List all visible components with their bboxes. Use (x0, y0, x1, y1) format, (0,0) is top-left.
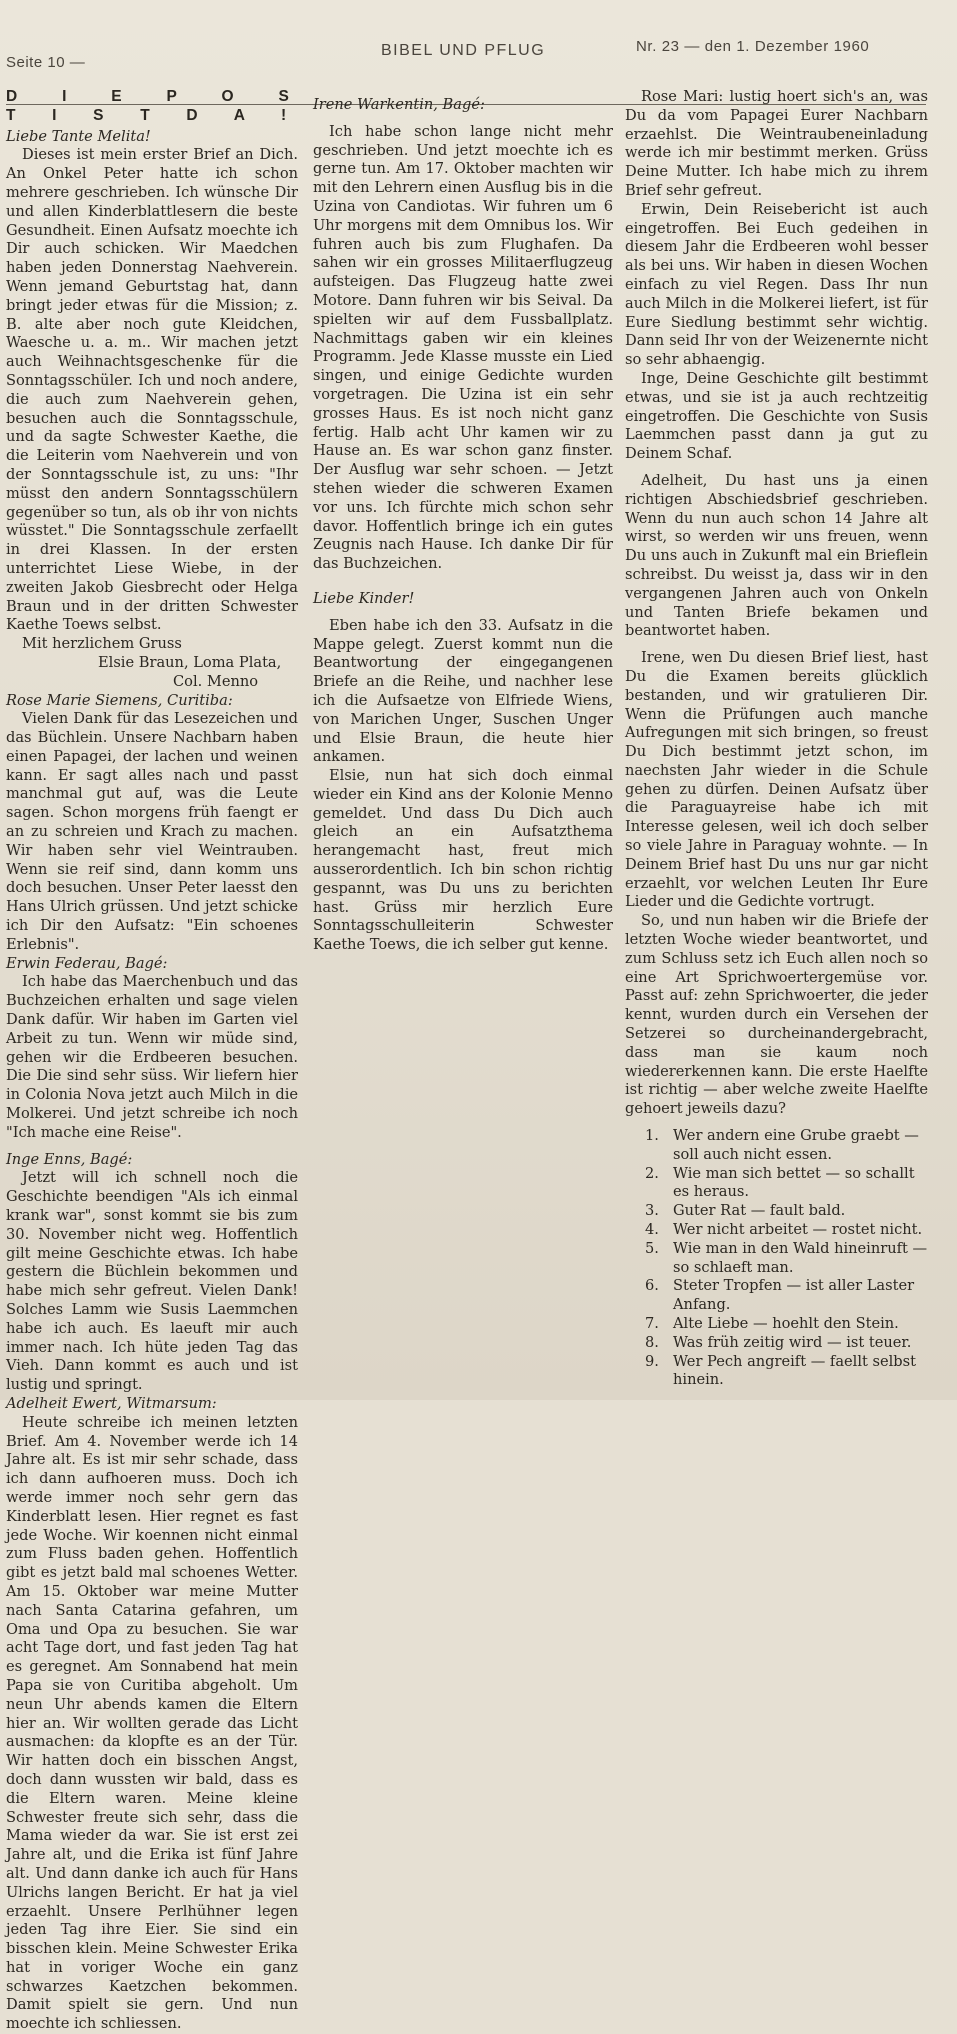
item-text: Was früh zeitig wird — ist teuer. (673, 1333, 912, 1351)
item-text: Wer andern eine Grube graebt — soll auch nicht essen. (673, 1127, 919, 1163)
item-number: 6. (645, 1277, 659, 1295)
letter-signature-place: Col. Menno (173, 672, 259, 690)
item-text: Wie man sich bettet — so schallt es heraus. (673, 1164, 915, 1201)
letter-salutation: Liebe Tante Melita! (6, 127, 151, 145)
reply-paragraph: Rose Mari: lustig hoert sich's an, was Du da vom Papagei Eurer Nachbarn erzaehlst. Die Weintraubeneinladung werde ich mir bestimmt merken. Grüss Deine Mutter. Ich habe mich zu ihrem Brief sehr gefreut. (625, 88, 928, 199)
reply-paragraph: Irene, wen Du diesen Brief liest, hast Du die Examen bereits glücklich bestanden, und wir gratulieren Dir. Wenn die Prüfungen auch manche Aufregungen mit sich bringen, so freust Du Dich bestimmt jetzt schon, im naechsten Jahr wieder in die Schule gehen zu dürfen. Deinen Aufsatz über die Paraguayreise habe ich mit Interesse gelesen, weil ich doch selber so viele Jahre in Paraguay wohnte. — In Deinem Brief hast Du uns nur gar nicht erzaehlt, vor welchen Leuten Ihr Eure Lieder und die Gedichte vortrugt. (625, 649, 928, 911)
letter-paragraph: Jetzt will ich schnell noch die Geschichte beendigen "Als ich einmal krank war", sonst kommt sie bis zum 30. November nicht weg. Hoffentlich gilt meine Geschichte etwas. Ich habe gestern die Büchlein bekommen und habe mich sehr gefreut. Vielen Dank! Solches Lamm wie Susis Laemmchen habe ich auch. Es laeuft mir auch immer nach. Ich hüte jeden Tag das Vieh. Dann kommt es auch und ist lustig und springt. (6, 1169, 298, 1394)
item-number: 1. (645, 1127, 659, 1145)
proverb-list (625, 1127, 928, 1390)
item-text: Wie man in den Wald hineinruft — so schlaeft man. (673, 1239, 928, 1276)
list-item (625, 1165, 928, 1203)
reply-paragraph: Elsie, nun hat sich doch einmal wieder ein Kind ans der Kolonie Menno gemeldet. Und dass Du Dich auch gleich an ein Aufsatzthema herangemacht hast, freut mich ausserordentlich. Ich bin schon richtig gespannt, was Du uns zu berichten hast. Grüss mir herzlich Eure Sonntagsschulleiterin Schwester Kaethe Toews, die ich selber gut kenne. (313, 767, 613, 954)
column-1 (6, 88, 298, 2034)
item-text: Alte Liebe — hoehlt den Stein. (673, 1315, 899, 1332)
item-number: 9. (645, 1352, 659, 1370)
reply-paragraph: So, und nun haben wir die Briefe der letzten Woche wieder beantwortet, und zum Schluss setz ich Euch allen noch so eine Art Sprichwoertergemüse vor. Passt auf: zehn Sprichwoerter, die jeder kennt, wurden durch ein Versehen der Setzerei so durcheinandergebracht, dass man sie kaum noch wiedererkennen kann. Die erste Haelfte ist richtig — aber welche zweite Haelfte gehoert jeweils dazu? (625, 912, 928, 1118)
letter-paragraph: Vielen Dank für das Lesezeichen und das Büchlein. Unsere Nachbarn haben einen Papagei, der lachen und weinen kann. Er sagt alles nach und passt manchmal gut auf, was die Leute sagen. Schon morgens früh faengt er an zu schreien und Krach zu machen. Wir haben sehr viel Weintrauben. Wenn sie reif sind, dann komm uns doch besuchen. Unser Peter laesst den Hans Ulrich grüssen. Und jetzt schicke ich Dir den Aufsatz: "Ein schoenes Erlebnis". (6, 710, 298, 953)
issue-date: Nr. 23 — den 1. Dezember 1960 (636, 38, 870, 55)
list-item (625, 1240, 928, 1278)
reply-paragraph: Adelheit, Du hast uns ja einen richtigen Abschiedsbrief geschrieben. Wenn du nun auch schon 14 Jahre alt wirst, so werden wir uns freuen, wenn Du uns auch in Zukunft mal ein Brieflein schreibst. Du weisst ja, dass wir in den vergangenen Jahren auch von Onkeln und Tanten Briefe bekamen und beantwortet haben. (625, 471, 928, 640)
column-3 (625, 88, 928, 1390)
list-item (625, 1334, 928, 1353)
item-number: 7. (645, 1315, 659, 1332)
reply-paragraph: Eben habe ich den 33. Aufsatz in die Mappe gelegt. Zuerst kommt nun die Beantwortung der eingegangenen Briefe an die Reihe, und nachher lese ich die Aufsaetze von Elfriede Wiens, von Marichen Unger, Suschen Unger und Elsie Braun, die heute hier ankamen. (313, 616, 613, 766)
list-item (625, 1277, 928, 1315)
item-text: Wer Pech angreift — faellt selbst hinein. (673, 1352, 916, 1389)
item-text: Steter Tropfen — ist aller Laster Anfang. (673, 1277, 915, 1314)
section-title: D I E P O S T I S T D A ! (6, 88, 298, 124)
list-item (625, 1315, 928, 1334)
column-2 (313, 88, 613, 955)
item-text: Guter Rat — fault bald. (673, 1202, 846, 1220)
letter-salutation: Adelheit Ewert, Witmarsum: (6, 1394, 217, 1412)
item-text: Wer nicht arbeitet — rostet nicht. (673, 1221, 923, 1239)
letter-salutation: Inge Enns, Bagé: (6, 1150, 133, 1168)
letter-salutation: Erwin Federau, Bagé: (6, 954, 168, 972)
reply-salutation: Liebe Kinder! (313, 589, 415, 607)
item-number: 8. (645, 1333, 659, 1351)
page-header (0, 36, 957, 74)
letter-salutation: Rose Marie Siemens, Curitiba: (6, 691, 233, 709)
letter-paragraph: Heute schreibe ich meinen letzten Brief. Am 4. November werde ich 14 Jahre alt. Es ist mir sehr schade, dass ich dann aufhoeren muss. Doch ich werde immer noch sehr gern das Kinderblatt lesen. Hier regnet es fast jede Woche. Wir koennen nicht einmal zum Fluss baden gehen. Hoffentlich gibt es jetzt bald mal schoenes Wetter. Am 15. Oktober war meine Mutter nach Santa Catarina gefahren, um Oma und Opa zu besuchen. Sie war acht Tage dort, und fast jeden Tag hat es geregnet. Am Sonnabend hat mein Papa sie von Curitiba abgeholt. Um neun Uhr abends kamen die Eltern hier an. Wir wollten gerade das Licht ausmachen: da klopfte es an der Tür. Wir hatten doch ein bisschen Angst, doch dann wussten wir bald, dass es die Eltern waren. Meine kleine Schwester freute sich sehr, dass die Mama wieder da war. Sie ist erst zei Jahre alt, und die Erika ist fünf Jahre alt. Und dann danke ich auch für Hans Ulrichs langen Bericht. Er hat ja viel erzaehlt. Unsere Perlhühner legen jeden Tag ihre Eier. Sie sind ein bisschen klein. Meine Schwester Erika hat in voriger Woche ein ganz schwarzes Kaetzchen bekommen. Damit spielt sie gern. Und nun moechte ich schliessen. (6, 1413, 298, 2033)
page-number: Seite 10 — (6, 54, 86, 71)
publication-title: BIBEL UND PFLUG (381, 42, 546, 59)
list-item (625, 1202, 928, 1221)
letter-salutation: Irene Warkentin, Bagé: (313, 96, 485, 113)
item-number: 4. (645, 1221, 659, 1239)
item-number: 3. (645, 1202, 659, 1220)
reply-paragraph: Erwin, Dein Reisebericht ist auch eingetroffen. Bei Euch gedeihen in diesem Jahr die Erdbeeren wohl besser als bei uns. Wir haben in diesen Wochen einfach zu viel Regen. Dass Ihr nun auch Milch in die Molkerei liefert, ist für Eure Siedlung bestimmt sehr wichtig. Dann seid Ihr von der Weizenernte nicht so sehr abhaengig. (625, 200, 928, 369)
item-number: 5. (645, 1239, 659, 1257)
list-item (625, 1221, 928, 1240)
list-item (625, 1353, 928, 1391)
list-item (625, 1127, 928, 1165)
letter-closing: Mit herzlichem Gruss (22, 635, 182, 653)
letter-paragraph: Ich habe das Maerchenbuch und das Buchzeichen erhalten und sage vielen Dank dafür. Wir haben im Garten viel Arbeit zu tun. Wenn wir müde sind, gehen wir die Erdbeeren besuchen. Die Die sind sehr süss. Wir liefern hier in Colonia Nova jetzt auch Milch in die Molkerei. Und jetzt schreibe ich noch "Ich mache eine Reise". (6, 973, 298, 1141)
letter-paragraph: Ich habe schon lange nicht mehr geschrieben. Und jetzt moechte ich es gerne tun. Am 17. Oktober machten wir mit den Lehrern einen Ausflug bis in die Uzina von Candiotas. Wir fuhren um 6 Uhr morgens mit dem Omnibus los. Wir fuhren auch bis zum Flughafen. Da sahen wir ein grosses Militaerflugzeug aufsteigen. Das Flugzeug hatte zwei Motore. Dann fuhren wir bis Seival. Da spielten wir auf dem Fussballplatz. Nachmittags gaben wir ein kleines Programm. Jede Klasse musste ein Lied singen, und einige Gedichte wurden vorgetragen. Die Uzina ist ein sehr grosses Haus. Es ist noch nicht ganz fertig. Halb acht Uhr kamen wir zu Hause an. Es war schon ganz finster. Der Ausflug war sehr schoen. — Jetzt stehen wieder die schweren Examen vor uns. Ich fürchte mich schon sehr davor. Hoffentlich bringe ich ein gutes Zeugnis nach Hause. Ich danke Dir für das Buchzeichen. (313, 122, 613, 573)
letter-signature: Elsie Braun, Loma Plata, (98, 653, 282, 671)
reply-paragraph: Inge, Deine Geschichte gilt bestimmt etwas, und sie ist ja auch rechtzeitig eingetroffen. Die Geschichte von Susis Laemmchen passt dann ja gut zu Deinem Schaf. (625, 369, 928, 463)
item-number: 2. (645, 1164, 659, 1182)
letter-paragraph: Dieses ist mein erster Brief an Dich. An Onkel Peter hatte ich schon mehrere geschrieben. Ich wünsche Dir und allen Kinderblattlesern die beste Gesundheit. Einen Aufsatz moechte ich Dir auch schicken. Wir Maedchen haben jeden Donnerstag Naehverein. Wenn jemand Geburtstag hat, dann bringt jeder etwas für die Mission; z. B. alte aber noch gute Kleidchen, Waesche u. a. m.. Wir machen jetzt auch Weihnachtsgeschenke für die Sonntagsschüler. Ich und noch andere, die auch zum Naehverein gehen, besuchen auch die Sonntagsschule, und da sagte Schwester Kaethe, die die Leiterin vom Naehverein und von der Sonntagsschule ist, zu uns: "Ihr müsst den andern Sonntagsschülern gegenüber so tun, als ob ihr von nichts wüsstet." Die Sonntagsschule zerfaellt in drei Klassen. In der ersten unterrichtet Liese Wiebe, in der zweiten Jakob Giesbrecht oder Helga Braun und in der dritten Schwester Kaethe Toews selbst. (6, 146, 298, 634)
